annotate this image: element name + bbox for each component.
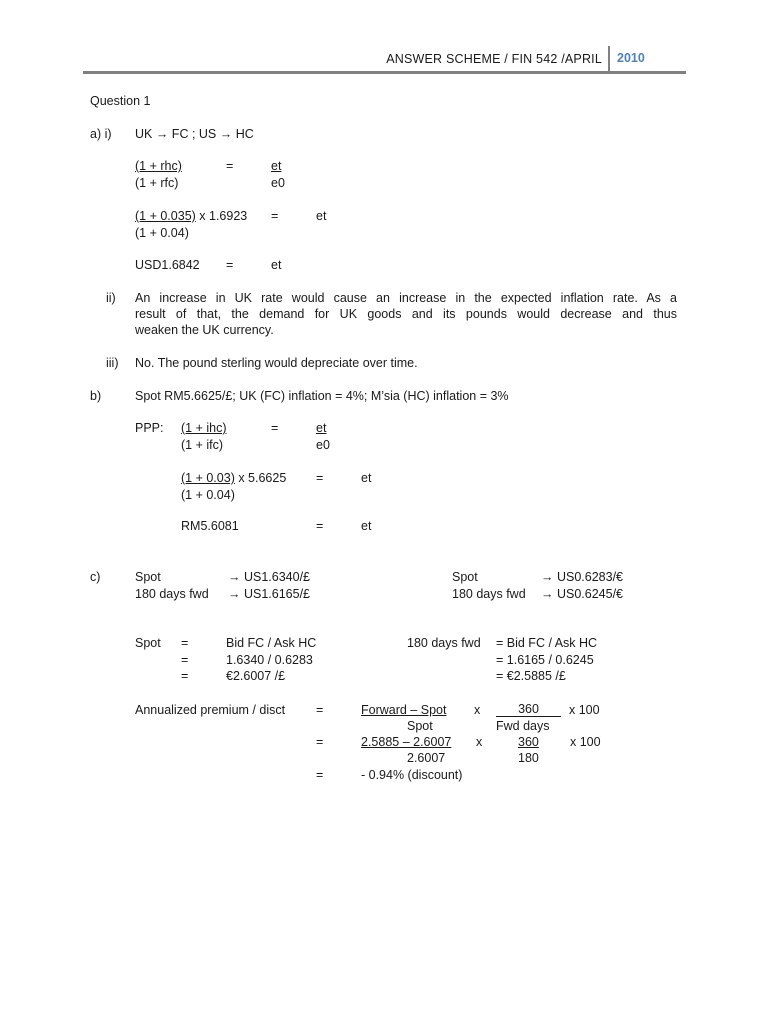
cross-left-eq: = <box>181 653 189 667</box>
formula-numerator: Forward – Spot <box>361 703 447 717</box>
a-eq1-numerator: (1 + rhc) <box>135 159 182 173</box>
part-b-label: b) <box>90 389 102 403</box>
part-a-line1: UK → FC ; US → HC <box>135 127 254 141</box>
c-spot2-value: → US0.6283/€ <box>541 570 623 584</box>
part-a-iii-text: No. The pound sterling would depreciate over time. <box>135 356 418 370</box>
header-separator <box>608 46 610 72</box>
b-eq2-numerator-line <box>181 471 286 486</box>
a-eq1-equals: = <box>226 159 234 173</box>
cross-left-value: 1.6340 / 0.6283 <box>226 653 313 667</box>
part-a-label: a) i) <box>90 127 112 141</box>
b-eq2-numerator: (1 + 0.03) <box>181 471 235 485</box>
a-eq2-right: et <box>316 209 327 223</box>
c-fwd2-label: 180 days fwd <box>452 587 526 601</box>
a-eq3-equals: = <box>226 258 234 272</box>
b-eq2-right: et <box>361 471 372 485</box>
formula-times: x <box>474 703 481 717</box>
c-spot-value: → US1.6340/£ <box>228 570 310 584</box>
annualized-label: Annualized premium / disct <box>135 703 286 717</box>
c-fwd-label: 180 days fwd <box>135 587 209 601</box>
question-title: Question 1 <box>90 94 151 108</box>
b-eq2-equals: = <box>316 471 324 485</box>
b-eq1-denominator: (1 + ifc) <box>181 438 224 452</box>
b-eq1-right-numerator: et <box>316 421 327 435</box>
formula-times-100: x 100 <box>569 703 600 717</box>
annualized-result: - 0.94% (discount) <box>361 768 463 782</box>
part-a-iii-label: iii) <box>106 356 119 370</box>
paragraph-line: An increase in UK rate would cause an increase in the expected inflation rate. As a <box>135 291 677 305</box>
b-eq1-numerator: (1 + ihc) <box>181 421 227 435</box>
c-fwd2-value: → US0.6245/€ <box>541 587 623 601</box>
calc-times-100: x 100 <box>570 735 601 749</box>
c-spot-label: Spot <box>135 570 161 584</box>
calc-times: x <box>476 735 483 749</box>
b-eq3-equals: = <box>316 519 324 533</box>
part-b-line1: Spot RM5.6625/£; UK (FC) inflation = 4%; M’sia (HC) inflation = 3% <box>135 389 509 403</box>
a-eq2-numerator-line <box>135 209 247 224</box>
cross-left-eq: = <box>181 636 189 650</box>
calc-days-numerator: 360 <box>518 735 539 749</box>
days-denominator: Fwd days <box>496 719 550 733</box>
cross-left-label: Spot <box>135 636 161 650</box>
cross-right-value: = 1.6165 / 0.6245 <box>496 653 594 667</box>
paragraph-line: result of that, the demand for UK goods and its pounds would decrease and thus <box>135 307 677 321</box>
calc-days-denominator: 180 <box>518 751 539 765</box>
header-year: 2010 <box>617 51 645 65</box>
a-eq1-denominator: (1 + rfc) <box>135 176 179 190</box>
a-eq1-right-denominator: e0 <box>271 176 285 190</box>
b-eq1-right-denominator: e0 <box>316 438 330 452</box>
c-spot2-label: Spot <box>452 570 478 584</box>
part-c-label: c) <box>90 570 101 584</box>
header-rule <box>83 71 686 74</box>
annualized-eq3: = <box>316 768 324 782</box>
days-numerator: 360 <box>496 703 561 717</box>
b-eq2-multiplier: x 5.6625 <box>234 471 287 485</box>
cross-left-value: Bid FC / Ask HC <box>226 636 317 650</box>
calc-denominator: 2.6007 <box>407 751 446 765</box>
ppp-label: PPP: <box>135 421 164 435</box>
formula-denominator: Spot <box>407 719 433 733</box>
b-eq1-equals: = <box>271 421 279 435</box>
a-eq3-right: et <box>271 258 282 272</box>
cross-right-value: = €2.5885 /£ <box>496 669 566 683</box>
cross-left-eq: = <box>181 669 189 683</box>
header-title: ANSWER SCHEME / FIN 542 /APRIL <box>386 52 602 66</box>
b-eq3-right: et <box>361 519 372 533</box>
a-eq1-right-numerator: et <box>271 159 282 173</box>
cross-right-label: 180 days fwd <box>407 636 481 650</box>
a-eq3-left: USD1.6842 <box>135 258 200 272</box>
cross-left-value: €2.6007 /£ <box>226 669 286 683</box>
a-eq2-numerator: (1 + 0.035) <box>135 209 196 223</box>
b-eq3-left: RM5.6081 <box>181 519 239 533</box>
a-eq2-denominator: (1 + 0.04) <box>135 226 189 240</box>
c-fwd-value: → US1.6165/£ <box>228 587 310 601</box>
paragraph-line: weaken the UK currency. <box>135 323 274 337</box>
annualized-eq2: = <box>316 735 324 749</box>
a-eq2-equals: = <box>271 209 279 223</box>
calc-numerator: 2.5885 – 2.6007 <box>361 735 452 749</box>
a-eq2-multiplier: x 1.6923 <box>195 209 248 223</box>
part-a-ii-paragraph <box>135 290 677 338</box>
annualized-eq: = <box>316 703 324 717</box>
b-eq2-denominator: (1 + 0.04) <box>181 488 235 502</box>
part-a-ii-label: ii) <box>106 291 116 305</box>
cross-right-value: = Bid FC / Ask HC <box>496 636 598 650</box>
